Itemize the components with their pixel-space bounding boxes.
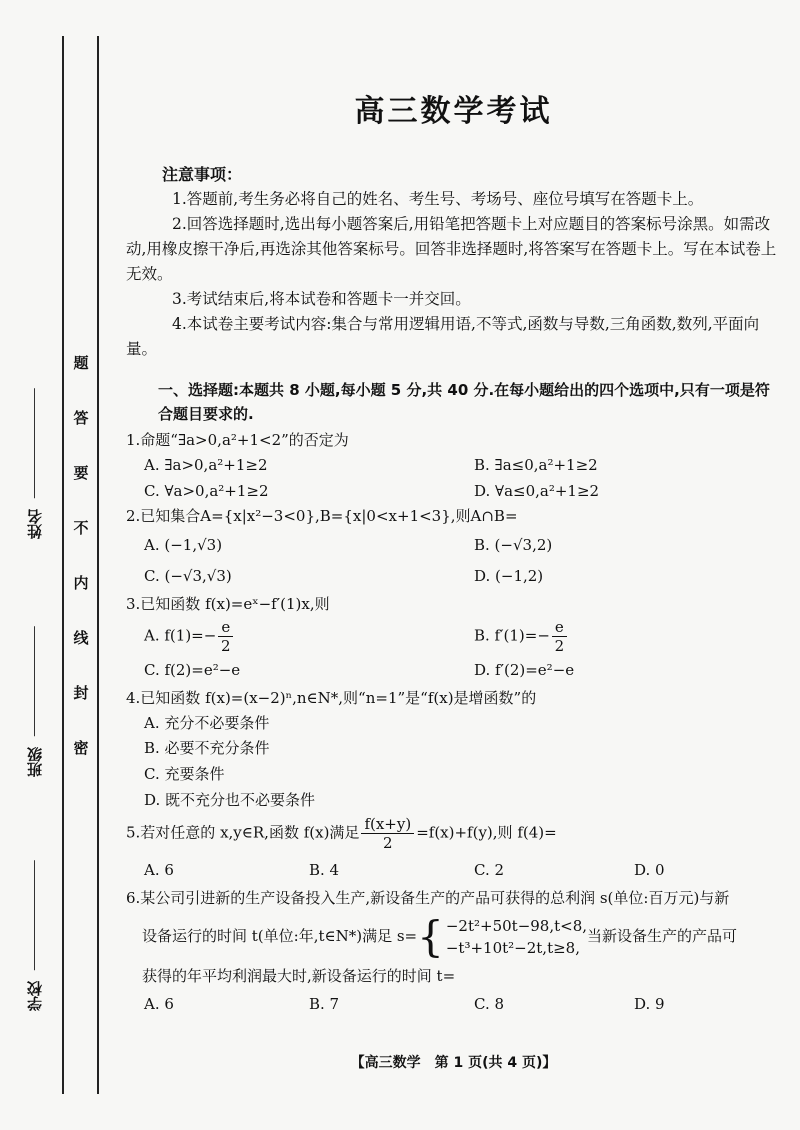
fraction-numerator: e (218, 618, 233, 637)
fraction-denominator: 2 (383, 834, 393, 852)
option-d[interactable]: D. ∀a≤0,a²+1≥2 (474, 482, 600, 500)
seal-instruction (68, 352, 94, 792)
question-stem: 1.命题“∃a>0,a²+1<2”的否定为 (126, 431, 349, 449)
option-b-text: B. f′(1)=− (474, 626, 550, 645)
note-item: 1.答题前,考生务必将自己的姓名、考生号、考场号、座位号填写在答题卡上。 (172, 190, 704, 208)
binding-line-inner (97, 36, 99, 1094)
page-title: 高三数学考试 (354, 94, 553, 129)
question-stem-end: =f(x)+f(y),则 f(4)= (416, 823, 557, 842)
option-a-text: A. f(1)=− (144, 626, 217, 645)
question-6 (126, 886, 781, 910)
question-stem: 3.已知函数 f(x)=eˣ−f′(1)x,则 (126, 595, 330, 613)
question-stem: 设备运行的时间 t(单位:年,t∈N*)满足 s= (142, 927, 418, 945)
option-a[interactable]: A. 6 (144, 995, 174, 1013)
seal-char: 内 (73, 574, 89, 592)
fraction-numerator: e (552, 618, 567, 637)
class-field-blank[interactable] (35, 626, 36, 736)
piecewise-case: −2t²+50t−98,t<8, (445, 917, 588, 935)
option-a[interactable]: A. (−1,√3) (144, 536, 223, 554)
option-b[interactable]: B. (−√3,2) (474, 536, 553, 554)
fraction (552, 618, 567, 655)
note-item: 4.本试卷主要考试内容:集合与常用逻辑用语,不等式,函数与导数,三角函数,数列,平面向量。 (126, 315, 760, 358)
question-1 (126, 428, 781, 452)
question-stem-end: 当新设备生产的产品可 (587, 927, 738, 945)
name-field (24, 388, 58, 539)
question-6-line-2 (126, 912, 782, 961)
piecewise-function (446, 915, 587, 959)
section-title: 一、选择题:本题共 8 小题,每小题 5 分,共 40 分.在每小题给出的四个选项中,只有一项是符合题目要求的. (158, 381, 770, 423)
seal-char: 答 (73, 409, 89, 427)
page-footer: 【高三数学 第 1 页(共 4 页)】 (350, 1055, 557, 1071)
option-b[interactable]: B. 必要不充分条件 (144, 739, 270, 757)
question-6-line-3 (126, 964, 782, 988)
option-a[interactable]: A. 充分不必要条件 (144, 714, 270, 732)
binding-line-outer (62, 36, 64, 1094)
name-field-blank[interactable] (35, 388, 36, 498)
fraction (218, 618, 233, 655)
seal-char: 线 (73, 629, 89, 647)
question-stem: 4.已知函数 f(x)=(x−2)ⁿ,n∈N*,则“n=1”是“f(x)是增函数”的 (126, 689, 537, 707)
question-2 (126, 504, 781, 528)
option-c[interactable]: C. (−√3,√3) (144, 567, 232, 585)
option-c[interactable]: C. 8 (474, 995, 505, 1013)
option-a[interactable]: A. ∃a>0,a²+1≥2 (144, 456, 268, 474)
question-stem: 获得的年平均利润最大时,新设备运行的时间 t= (142, 967, 456, 985)
seal-char: 密 (73, 739, 89, 757)
option-d[interactable]: D. f′(2)=e²−e (474, 661, 575, 679)
school-field (24, 860, 58, 1011)
question-stem: 5.若对任意的 x,y∈R,函数 f(x)满足 (126, 823, 360, 842)
question-3 (126, 592, 781, 616)
seal-char: 要 (73, 464, 89, 482)
fraction (361, 815, 414, 852)
school-field-blank[interactable] (35, 860, 36, 970)
option-d[interactable]: D. (−1,2) (474, 567, 544, 585)
school-field-label: 学校 (26, 981, 44, 1012)
option-c[interactable]: C. ∀a>0,a²+1≥2 (144, 482, 269, 500)
notes-heading: 注意事项： (162, 165, 243, 184)
question-stem: 2.已知集合A={x|x²−3<0},B={x|0<x+1<3},则A∩B= (126, 507, 518, 525)
option-b[interactable]: B. ∃a≤0,a²+1≥2 (474, 456, 598, 474)
option-c[interactable]: C. 充要条件 (144, 765, 225, 783)
note-item: 3.考试结束后,将本试卷和答题卡一并交回。 (172, 290, 471, 308)
notes-block (126, 162, 781, 362)
option-a[interactable]: A. 6 (144, 861, 174, 879)
option-c[interactable]: C. f(2)=e²−e (144, 661, 241, 679)
option-d[interactable]: D. 0 (634, 861, 665, 879)
fraction-denominator: 2 (554, 637, 565, 655)
seal-char: 不 (73, 519, 89, 537)
fraction-denominator: 2 (220, 637, 231, 655)
option-b[interactable]: B. 4 (309, 861, 340, 879)
note-item: 2.回答选择题时,选出每小题答案后,用铅笔把答题卡上对应题目的答案标号涂黑。如需改动,用橡皮擦干净后,再选涂其他答案标号。回答非选择题时,将答案写在答题卡上。写在本试卷上无效。 (126, 215, 777, 283)
section-heading (126, 378, 781, 426)
option-d[interactable]: D. 9 (634, 995, 665, 1013)
fraction-numerator: f(x+y) (361, 815, 414, 834)
question-stem: 6.某公司引进新的生产设备投入生产,新设备生产的产品可获得的总利润 s(单位:百万元)与新 (126, 889, 730, 907)
seal-char: 封 (73, 684, 89, 702)
piecewise-brace: { (417, 912, 444, 961)
option-d[interactable]: D. 既不充分也不必要条件 (144, 791, 316, 809)
class-field (24, 626, 58, 777)
option-b[interactable] (474, 618, 569, 655)
option-a[interactable] (144, 618, 235, 655)
seal-char: 题 (73, 354, 89, 372)
name-field-label: 姓名 (26, 509, 44, 540)
class-field-label: 班级 (26, 747, 44, 778)
question-5 (126, 815, 781, 852)
option-b[interactable]: B. 7 (309, 995, 340, 1013)
question-4 (126, 686, 781, 710)
option-c[interactable]: C. 2 (474, 861, 505, 879)
piecewise-case: −t³+10t²−2t,t≥8, (445, 939, 580, 957)
